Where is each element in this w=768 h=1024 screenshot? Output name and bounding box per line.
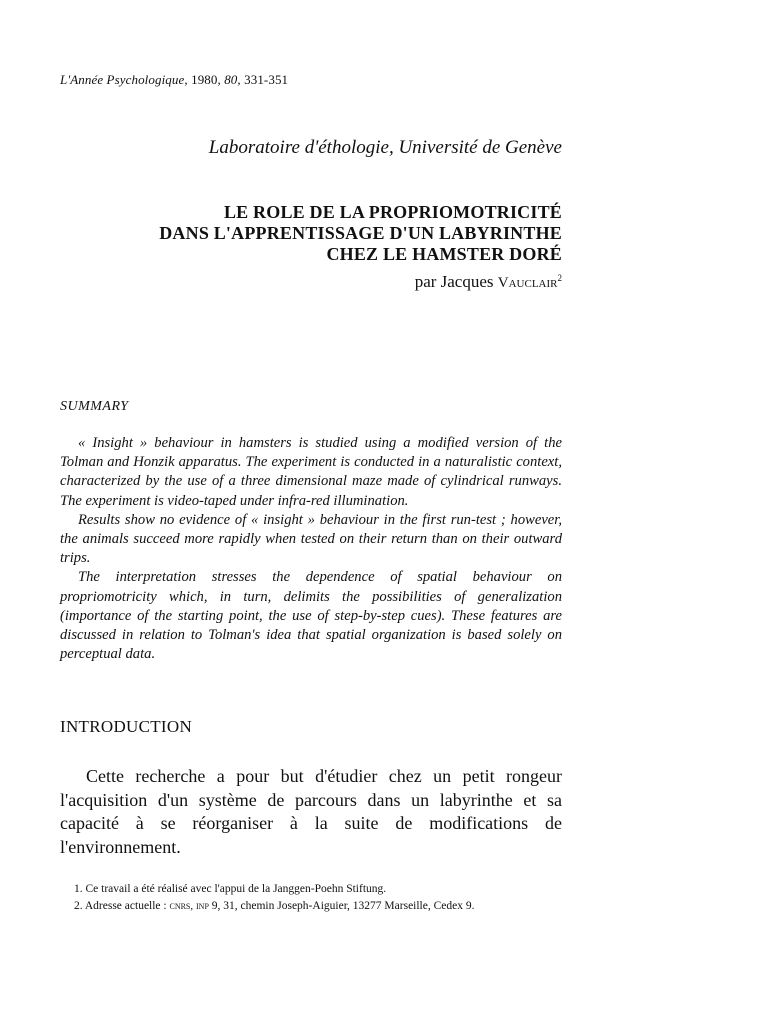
affiliation: Laboratoire d'éthologie, Université de Genève	[208, 137, 562, 158]
footnote-2-prefix: 2. Adresse actuelle :	[74, 899, 170, 912]
title-line: DANS L'APPRENTISSAGE D'UN LABYRINTHE	[159, 223, 562, 243]
introduction-heading: INTRODUCTION	[60, 717, 193, 736]
summary-paragraph: « Insight » behaviour in hamsters is studied using a modified version of the Tolman and Honzik apparatus. The experiment is conducted in a naturalistic context, characterized by the use of a three dimensional maze made of cylindrical runways. The experiment is video-taped under infra-red illumination.	[60, 435, 562, 509]
summary-body	[60, 434, 562, 664]
journal-citation	[60, 72, 288, 88]
footnote-2	[60, 898, 562, 915]
author-prefix: par Jacques	[414, 272, 498, 291]
title-line: CHEZ LE HAMSTER DORÉ	[326, 244, 562, 264]
introduction-body	[60, 765, 562, 859]
title-line: LE ROLE DE LA PROPRIOMOTRICITÉ	[223, 202, 562, 222]
author-line	[260, 272, 562, 292]
journal-name: L'Année Psychologique,	[60, 72, 188, 87]
footnote-1: 1. Ce travail a été réalisé avec l'appui de la Janggen-Poehn Stiftung.	[74, 883, 387, 895]
footnote-2-org: cnrs,	[169, 899, 194, 912]
footnote-2-org: inp	[196, 899, 209, 912]
author-footnote-mark: 2	[557, 273, 562, 283]
paper-title	[100, 202, 562, 265]
journal-year: 1980,	[191, 72, 221, 87]
journal-volume: 80,	[224, 72, 241, 87]
author-surname: Vauclair	[497, 275, 558, 291]
summary-paragraph: The interpretation stresses the dependence of spatial behaviour on propriomotricity which, in turn, delimits the possibilities of generalization (importance of the starting point, the use of step-by-step cues). These features are discussed in relation to Tolman's idea that spatial organization is based solely on perceptual data.	[60, 569, 562, 663]
introduction-paragraph: Cette recherche a pour but d'étudier chez un petit rongeur l'acquisition d'un système de parcours dans un labyrinthe et sa capacité à se réorganiser à la suite de modifications de l'environnement.	[60, 766, 562, 857]
summary-paragraph: Results show no evidence of « insight » behaviour in the first run-test ; however, the animals succeed more rapidly when tested on their return than on their outward trips.	[60, 511, 562, 567]
journal-pages: 331-351	[244, 72, 289, 87]
footnote-2-address: 9, 31, chemin Joseph-Aiguier, 13277 Marseille, Cedex 9.	[208, 899, 475, 912]
summary-heading: SUMMARY	[60, 399, 129, 414]
footnotes	[60, 881, 562, 914]
